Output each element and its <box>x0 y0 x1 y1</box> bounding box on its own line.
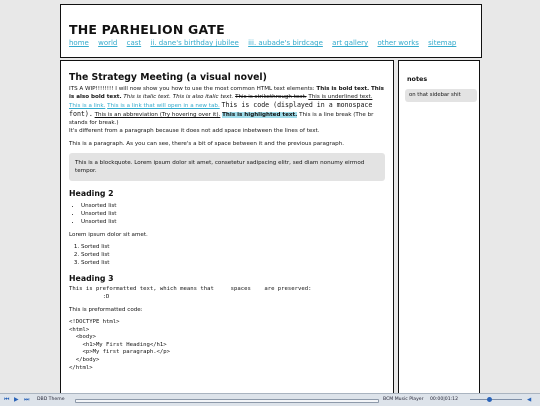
site-title: THE PARHELION GATE <box>69 22 225 37</box>
paragraph: This is a paragraph. As you can see, there's a bit of space between it and the previous paragraph. <box>69 141 345 148</box>
music-player <box>0 393 540 406</box>
code-text: This is code (displayed in a monospace font). <box>69 101 373 119</box>
volume-knob[interactable] <box>487 397 492 402</box>
heading-3: Heading 3 <box>69 274 114 284</box>
sidebar <box>398 60 480 393</box>
bold-text-2: This is also bold text. <box>69 86 384 101</box>
preformatted-code: <!DOCTYPE html> <html> <body> <h1>My First Heading</h1> <p>My first paragraph.</p> </body> </html> <box>69 319 171 371</box>
volume-slider[interactable] <box>470 399 522 400</box>
list-item: 2. Sorted list <box>81 251 385 259</box>
blockquote: This is a blockquote. Lorem ipsum dolor sit amet, consetetur sadipscing elitr, sed diam nonumy eirmod tempor. <box>69 153 385 182</box>
heading-2: Heading 2 <box>69 189 114 199</box>
italic-text: This is italic text. <box>123 94 171 101</box>
track-time: 00:00|01:12 <box>430 397 459 402</box>
list-item: • Unsorted list <box>81 202 385 210</box>
site-header <box>60 4 482 58</box>
highlighted-text: This is highlighted text. <box>222 112 298 119</box>
bold-text: This is bold text. <box>316 86 370 92</box>
player-name: BCM Music Player <box>383 397 424 402</box>
text-elements-paragraph <box>69 85 385 136</box>
next-track-icon[interactable]: ⏭ <box>24 396 30 403</box>
nav-link-home[interactable]: home <box>69 39 89 47</box>
volume-icon[interactable]: ◀ <box>527 397 532 403</box>
nav-link-birdcage[interactable]: iii. aubade's birdcage <box>248 39 323 47</box>
italic-text-2: This is also italic text. <box>172 94 234 101</box>
link-new-tab[interactable]: This is a link that will open in a new tab. <box>107 103 220 110</box>
nav-link-art-gallery[interactable]: art gallery <box>332 39 369 47</box>
after-break-text: It's different from a paragraph because it does not add space inbetween the lines of text. <box>69 128 320 135</box>
abbreviation[interactable]: This is an abbreviation (Try hovering over it). <box>94 112 221 119</box>
preformatted-code-label: This is preformatted code: <box>69 307 143 314</box>
nav-link-other-works[interactable]: other works <box>377 39 419 47</box>
unsorted-list <box>69 202 385 226</box>
underlined-text: This is underlined text. <box>308 94 373 101</box>
nav-link-world[interactable]: world <box>98 39 118 47</box>
sorted-list <box>69 243 385 267</box>
preformatted-text: This is preformatted text, which means that spaces are preserved: :D <box>69 286 312 300</box>
nav-link-cast[interactable]: cast <box>126 39 142 47</box>
nav-link-birthday-jubilee[interactable]: ii. dane's birthday jubilee <box>150 39 239 47</box>
list-item: 3. Sorted list <box>81 259 385 267</box>
line-break-text: This is a line break (The br stands for break.) <box>69 112 374 127</box>
intro-text: ITS A WIP!!!!!!!! I will now show you how to use the most common HTML text elements: <box>69 86 315 92</box>
sidebar-note: on that sidebar shit <box>405 89 477 102</box>
list-item: • Unsorted list <box>81 218 385 226</box>
list-item: 1. Sorted list <box>81 243 385 251</box>
play-icon[interactable]: ▶ <box>14 396 19 403</box>
post-title: The Strategy Meeting (a visual novel) <box>69 72 267 83</box>
main-content[interactable] <box>60 60 394 393</box>
site-nav <box>69 39 463 47</box>
progress-bar[interactable] <box>75 399 379 403</box>
track-title: DBD Theme <box>37 397 65 402</box>
lorem-paragraph: Lorem ipsum dolor sit amet. <box>69 231 148 238</box>
strikethrough-text: This is strikethrough text. <box>235 94 307 101</box>
previous-track-icon[interactable]: ⏮ <box>4 396 10 403</box>
nav-link-sitemap[interactable]: sitemap <box>428 39 457 47</box>
link[interactable]: This is a link. <box>69 103 106 110</box>
list-item: • Unsorted list <box>81 210 385 218</box>
sidebar-title: notes <box>407 75 428 83</box>
